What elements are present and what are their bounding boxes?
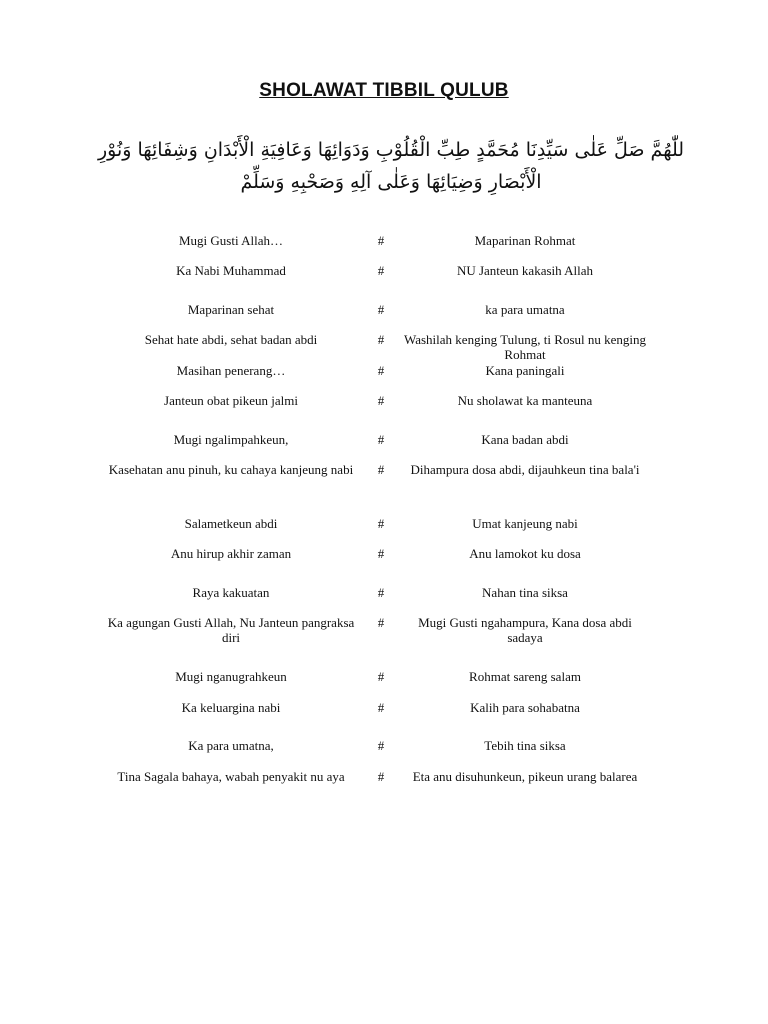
lyrics-left: Sehat hate abdi, sehat badan abdi <box>144 332 318 347</box>
lyrics-right: NU Janteun kakasih Allah <box>456 263 594 278</box>
hash-separator: # <box>377 546 385 561</box>
hash-separator: # <box>377 462 385 477</box>
hash-separator: # <box>377 700 385 715</box>
hash-separator: # <box>377 302 385 317</box>
lyrics-left: Masihan penerang… <box>176 363 286 378</box>
page-title: SHOLAWAT TIBBIL QULUB <box>259 80 509 101</box>
hash-separator: # <box>377 432 385 447</box>
lyrics-left: Anu hirup akhir zaman <box>170 546 292 561</box>
lyrics-right: Mugi Gusti ngahampura, Kana dosa abdi sadaya <box>418 615 632 645</box>
lyrics-left: Ka Nabi Muhammad <box>176 263 286 278</box>
lyrics-left: Salametkeun abdi <box>184 516 278 531</box>
lyrics-right: Umat kanjeung nabi <box>472 516 578 531</box>
hash-separator: # <box>377 669 385 684</box>
lyrics-right: Dihampura dosa abdi, dijauhkeun tina bala'i <box>410 462 640 477</box>
hash-separator: # <box>377 516 385 531</box>
arabic-prayer-text: للّٰهُمَّ صَلِّ عَلٰى سَيِّدِنَا مُحَمَّدٍ طِبِّ الْقُلُوْبِ وَدَوَائِهَا وَعَافِيَةِ الْأَبْدَانِ وَشِفَائِهَا وَنُوْرِ الْأَبْصَارِ وَضِيَائِهَا وَعَلٰى آلِهِ وَصَحْبِهِ وَسَلِّمْ <box>97 139 685 193</box>
lyrics-right: Anu lamokot ku dosa <box>469 546 581 561</box>
lyrics-left: Janteun obat pikeun jalmi <box>164 393 298 408</box>
lyrics-left: Ka agungan Gusti Allah, Nu Janteun pangraksa diri <box>107 615 355 645</box>
lyrics-left: Ka para umatna, <box>188 738 274 753</box>
hash-separator: # <box>377 233 385 248</box>
lyrics-left: Mugi Gusti Allah… <box>178 233 283 248</box>
lyrics-left: Tina Sagala bahaya, wabah penyakit nu aya <box>117 769 345 784</box>
hash-separator: # <box>377 393 385 408</box>
lyrics-right: Kana badan abdi <box>481 432 569 447</box>
lyrics-right: Maparinan Rohmat <box>474 233 576 248</box>
lyrics-right: Tebih tina siksa <box>484 738 566 753</box>
lyrics-right: ka para umatna <box>485 302 565 317</box>
lyrics-left: Kasehatan anu pinuh, ku cahaya kanjeung nabi <box>108 462 354 477</box>
hash-separator: # <box>377 263 385 278</box>
lyrics-right: Washilah kenging Tulung, ti Rosul nu kenging Rohmat <box>404 332 646 362</box>
lyrics-left: Ka keluargina nabi <box>181 700 281 715</box>
lyrics-right: Kana paningali <box>485 363 565 378</box>
lyrics-right: Nu sholawat ka manteuna <box>457 393 593 408</box>
lyrics-left: Maparinan sehat <box>187 302 275 317</box>
lyrics-right: Nahan tina siksa <box>482 585 568 600</box>
lyrics-left: Raya kakuatan <box>192 585 270 600</box>
lyrics-right: Rohmat sareng salam <box>469 669 581 684</box>
lyrics-left: Mugi nganugrahkeun <box>175 669 287 684</box>
hash-separator: # <box>377 585 385 600</box>
lyrics-right: Kalih para sohabatna <box>470 700 580 715</box>
hash-separator: # <box>377 615 385 630</box>
lyrics-left: Mugi ngalimpahkeun, <box>173 432 289 447</box>
hash-separator: # <box>377 738 385 753</box>
hash-separator: # <box>377 769 385 784</box>
lyrics-right: Eta anu disuhunkeun, pikeun urang balarea <box>412 769 638 784</box>
hash-separator: # <box>377 363 385 378</box>
hash-separator: # <box>377 332 385 347</box>
